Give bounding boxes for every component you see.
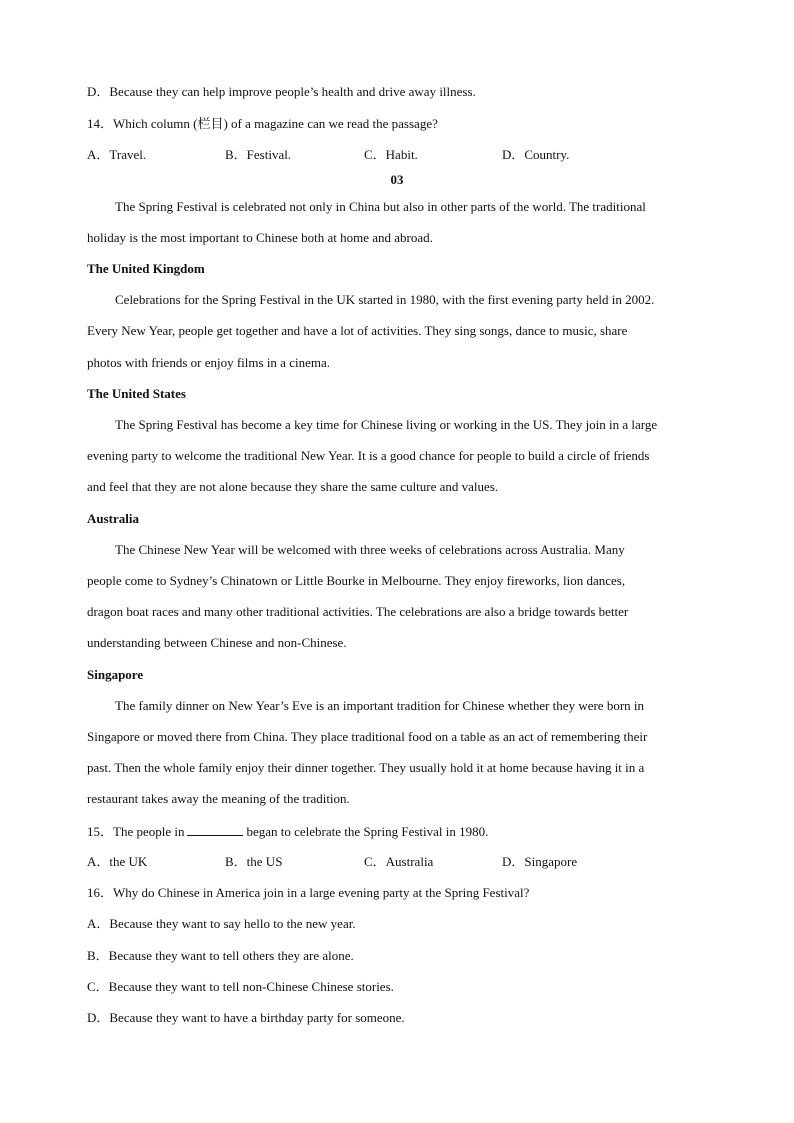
q16-option-c: C．Because they want to tell non-Chinese Chinese stories. bbox=[87, 979, 394, 994]
passage-number: 03 bbox=[390, 172, 404, 187]
section-us-line: The Spring Festival has become a key time for Chinese living or working in the US. They join in a large bbox=[115, 417, 658, 432]
section-heading-australia: Australia bbox=[87, 511, 139, 526]
section-australia-line: The Chinese New Year will be welcomed with three weeks of celebrations across Australia. Many bbox=[115, 542, 625, 557]
section-uk-line: photos with friends or enjoy films in a cinema. bbox=[87, 355, 330, 370]
q14-option-a: A．Travel. bbox=[87, 147, 147, 162]
section-singapore-line: The family dinner on New Year’s Eve is an important tradition for Chinese whether they were born in bbox=[115, 698, 645, 713]
q15-question-before: 15．The people in bbox=[87, 824, 185, 839]
section-singapore-line: past. Then the whole family enjoy their dinner together. They usually hold it at home because having it in a bbox=[87, 760, 645, 775]
q14-option-d: D．Country. bbox=[502, 147, 570, 162]
q15-option-d: D．Singapore bbox=[502, 854, 578, 869]
q14-question: 14．Which column (栏目) of a magazine can we read the passage? bbox=[87, 116, 438, 131]
section-australia-line: understanding between Chinese and non-Chinese. bbox=[87, 635, 347, 650]
q15-option-a: A．the UK bbox=[87, 854, 148, 869]
section-australia-line: dragon boat races and many other traditional activities. The celebrations are also a bridge towards better bbox=[87, 604, 629, 619]
passage-intro-line: The Spring Festival is celebrated not only in China but also in other parts of the world. The traditional bbox=[115, 199, 646, 214]
q15-option-b: B．the US bbox=[225, 854, 283, 869]
q15-question bbox=[87, 823, 488, 840]
section-uk-line: Celebrations for the Spring Festival in the UK started in 1980, with the first evening party held in 2002. bbox=[115, 292, 655, 307]
q16-option-d: D．Because they want to have a birthday party for someone. bbox=[87, 1010, 405, 1025]
section-heading-singapore: Singapore bbox=[87, 667, 144, 682]
section-us-line: and feel that they are not alone because they share the same culture and values. bbox=[87, 479, 499, 494]
section-us-line: evening party to welcome the traditional New Year. It is a good chance for people to build a circle of friends bbox=[87, 448, 650, 463]
q14-option-c: C．Habit. bbox=[364, 147, 418, 162]
q16-option-b: B．Because they want to tell others they are alone. bbox=[87, 948, 354, 963]
q15-option-c: C．Australia bbox=[364, 854, 434, 869]
q16-question: 16．Why do Chinese in America join in a large evening party at the Spring Festival? bbox=[87, 885, 530, 900]
q15-question-after: began to celebrate the Spring Festival in 1980. bbox=[246, 824, 489, 839]
section-singapore-line: Singapore or moved there from China. They place traditional food on a table as an act of remembering their bbox=[87, 729, 648, 744]
q16-option-a: A．Because they want to say hello to the new year. bbox=[87, 916, 356, 931]
section-australia-line: people come to Sydney’s Chinatown or Little Bourke in Melbourne. They enjoy fireworks, lion dances, bbox=[87, 573, 626, 588]
section-heading-uk: The United Kingdom bbox=[87, 261, 205, 276]
q15-answer-blank[interactable] bbox=[187, 823, 243, 836]
section-singapore-line: restaurant takes away the meaning of the tradition. bbox=[87, 791, 350, 806]
q13-option-d: D．Because they can help improve people’s health and drive away illness. bbox=[87, 84, 476, 99]
q14-option-b: B．Festival. bbox=[225, 147, 292, 162]
section-uk-line: Every New Year, people get together and have a lot of activities. They sing songs, dance to music, share bbox=[87, 323, 628, 338]
passage-intro-line: holiday is the most important to Chinese both at home and abroad. bbox=[87, 230, 433, 245]
section-heading-us: The United States bbox=[87, 386, 186, 401]
